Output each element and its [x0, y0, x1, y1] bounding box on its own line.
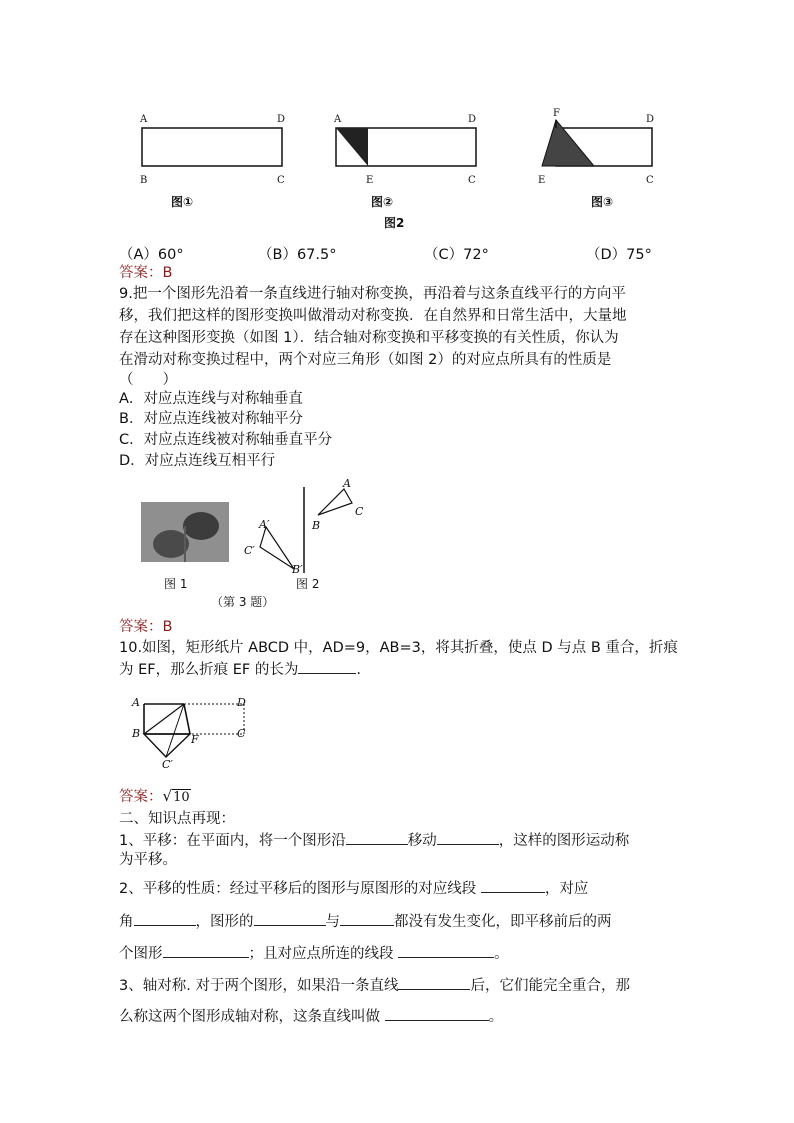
- k2-text-9: 。: [494, 946, 509, 962]
- q9-line-1: 9.把一个图形先沿着一条直线进行轴对称变换，再沿着与这条直线平行的方向平: [119, 286, 626, 302]
- k2-line-2: [119, 911, 612, 932]
- tri-label-c-prime: C′: [244, 544, 255, 557]
- k2-text-5: 与: [325, 914, 340, 930]
- k1-blank-2[interactable]: [437, 830, 499, 845]
- q8-option-b: （B）67.5°: [258, 247, 337, 263]
- q9-fig2-label: 图 2: [296, 577, 320, 591]
- tri-label-b-prime: B′: [292, 563, 303, 576]
- sqrt-symbol: √: [162, 787, 173, 805]
- q10-answer-radicand: 10: [173, 790, 190, 805]
- k1-line-1: [119, 830, 629, 851]
- q9-line-3: 存在这种图形变换（如图 1）．结合轴对称变换和平移变换的有关性质，你认为: [119, 330, 619, 346]
- section-heading: 二、知识点再现：: [119, 811, 235, 827]
- q10-label-f: F: [191, 733, 199, 746]
- k3-text-3: 么称这两个图形成轴对称，这条直线叫做: [119, 1009, 380, 1025]
- label-d-fig2: D: [468, 114, 477, 125]
- triangle-abc-prime: [260, 527, 294, 569]
- leaf-shape: [153, 530, 189, 558]
- q10-label-b: B: [132, 727, 141, 740]
- original-rectangle: [144, 704, 244, 734]
- q10-line-2-text: 为 EF，那么折痕 EF 的长为: [119, 662, 299, 678]
- q9-option-b: B．对应点连线被对称轴平分: [119, 411, 303, 427]
- q8-option-c: （C）72°: [424, 247, 489, 263]
- k2-blank-4[interactable]: [340, 911, 394, 926]
- k2-text-4: ，图形的: [195, 914, 254, 930]
- k3-text-2: 后，它们能完全重合，那: [470, 978, 630, 994]
- k2-text-8: ；且对应点所连的线段: [248, 946, 394, 962]
- k2-blank-2[interactable]: [134, 911, 196, 926]
- k2-blank-1[interactable]: [481, 878, 545, 893]
- q9-fig-caption: （第 3 题）: [211, 595, 275, 609]
- label-c-fig2: C: [468, 175, 476, 186]
- label-d-fig1: D: [277, 114, 286, 125]
- fig2-sublabel-2: 图②: [371, 195, 394, 209]
- leaf-photo: [141, 502, 229, 562]
- k3-blank-1[interactable]: [398, 975, 470, 990]
- q9-option-d: D．对应点连线互相平行: [119, 453, 276, 469]
- k3-line-2: [119, 1006, 503, 1027]
- label-b-fig1: B: [140, 175, 148, 186]
- k2-line-3: [119, 943, 509, 964]
- shaded-triangle-fig3: [542, 120, 594, 166]
- q10-line-2: [119, 659, 361, 680]
- q10-line-2-end: .: [356, 662, 361, 678]
- q8-answer: 答案：B: [119, 265, 173, 281]
- fig2-sublabel-3: 图③: [591, 195, 614, 209]
- k1-blank-1[interactable]: [346, 830, 408, 845]
- q10-answer-blank[interactable]: [298, 659, 356, 674]
- q8-option-a: （A）60°: [119, 247, 184, 263]
- q10-answer: [119, 786, 191, 808]
- q9-fig1-label: 图 1: [164, 577, 188, 591]
- q9-answer: 答案：B: [119, 619, 173, 635]
- q9-option-a: A．对应点连线与对称轴垂直: [119, 391, 303, 407]
- fig2-caption: 图2: [384, 216, 405, 230]
- q10-label-c: C: [237, 727, 246, 740]
- label-c-fig3: C: [646, 175, 654, 186]
- label-a-fig2: A: [334, 114, 342, 125]
- fold-crease-ef: [184, 704, 190, 734]
- label-e-fig3: E: [538, 175, 546, 186]
- rect-fig1: [142, 128, 282, 166]
- k2-text-1: 2、平移的性质：经过平移后的图形与原图形的对应线段: [119, 881, 477, 897]
- q10-label-a: A: [132, 696, 140, 709]
- leaf-shape: [183, 512, 219, 540]
- label-e-fig2: E: [366, 175, 374, 186]
- tri-label-b: B: [312, 519, 321, 532]
- q9-line-2: 移，我们把这样的图形变换叫做滑动对称变换．在自然界和日常生活中，大量地: [119, 308, 627, 324]
- q10-line-1: 10.如图，矩形纸片 ABCD 中，AD=9，AB=3，将其折叠，使点 D 与点 B 重合，折痕: [119, 640, 678, 656]
- q8-option-d: （D）75°: [586, 247, 652, 263]
- k3-line-1: [119, 975, 630, 996]
- tri-label-c: C: [355, 505, 364, 518]
- fig2-sublabel-1: 图①: [171, 195, 194, 209]
- q10-label-d: D: [237, 696, 246, 709]
- label-f-fig3: F: [553, 108, 560, 119]
- k2-text-6: 都没有发生变化，即平移前后的两: [394, 914, 612, 930]
- k3-text-1: 3、轴对称. 对于两个图形，如果沿一条直线: [119, 978, 399, 994]
- triangle-abc: [318, 489, 352, 515]
- q9-line-5: （ ）: [119, 372, 177, 388]
- label-a-fig1: A: [140, 114, 148, 125]
- q10-answer-prefix: 答案：: [119, 789, 163, 805]
- shaded-triangle-fig2: [336, 128, 368, 166]
- q10-label-c-prime: C′: [162, 758, 173, 771]
- k1-text-1: 1、平移：在平面内，将一个图形沿: [119, 833, 346, 849]
- k2-blank-3[interactable]: [254, 911, 326, 926]
- k3-text-4: 。: [488, 1009, 504, 1025]
- label-d-fig3: D: [646, 114, 655, 125]
- k2-blank-6[interactable]: [398, 943, 494, 958]
- k1-text-2: 移动: [407, 833, 437, 849]
- q9-option-c: C．对应点连线被对称轴垂直平分: [119, 432, 333, 448]
- k3-blank-2[interactable]: [385, 1006, 489, 1021]
- k2-text-3: 角: [119, 914, 134, 930]
- k1-text-3: ，这样的图形运动称: [498, 833, 630, 849]
- tri-label-a: A: [343, 477, 351, 490]
- k2-blank-5[interactable]: [163, 943, 249, 958]
- k2-text-7: 个图形: [119, 946, 163, 962]
- q9-line-4: 在滑动对称变换过程中，两个对应三角形（如图 2）的对应点所具有的性质是: [119, 352, 612, 368]
- tri-label-a-prime: A′: [259, 518, 270, 531]
- k2-line-1: [119, 878, 588, 899]
- k2-text-2: ，对应: [544, 881, 589, 897]
- k1-line-2: 为平移。: [119, 852, 177, 868]
- label-c-fig1: C: [277, 175, 285, 186]
